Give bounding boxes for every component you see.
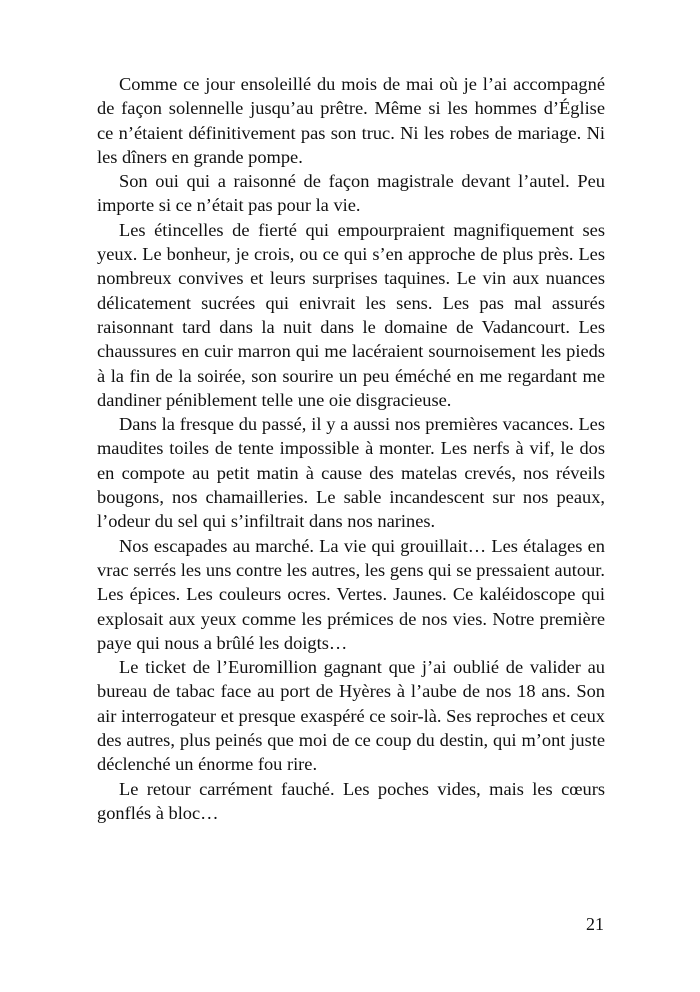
body-text — [97, 72, 605, 825]
paragraph-2: Son oui qui a raisonné de façon magistrale devant l’autel. Peu importe si ce n’était pas pour la vie. — [97, 171, 605, 216]
paragraph-1: Comme ce jour ensoleillé du mois de mai où je l’ai accompagné de façon solennelle jusqu’au prêtre. Même si les hommes d’Église ce n’étaient définitivement pas son truc. Ni les robes de mariage. Ni les dîners en grande pompe. — [97, 74, 605, 167]
paragraph-7: Le retour carrément fauché. Les poches vides, mais les cœurs gonflés à bloc… — [97, 778, 605, 823]
paragraph-6: Le ticket de l’Euromillion gagnant que j’ai oublié de valider au bureau de tabac face au port de Hyères à l’aube de nos 18 ans. Son air interrogateur et presque exaspéré ce soir-là. Ses reproches et ceux des autres, plus peinés que moi de ce coup du destin, qui m’ont juste déclenché un énorme fou rire. — [97, 657, 605, 775]
paragraph-4: Dans la fresque du passé, il y a aussi nos premières vacances. Les maudites toiles de tente impossible à monter. Les nerfs à vif, le dos en compote au petit matin à cause des matelas crevés, nos réveils bougons, nos chamailleries. Le sable incandescent sur nos peaux, l’odeur du sel qui s’infiltrait dans nos narines. — [97, 414, 605, 532]
page-number: 21 — [586, 914, 604, 934]
paragraph-3: Les étincelles de fierté qui empourpraient magnifiquement ses yeux. Le bonheur, je crois, ou ce qui s’en approche de plus près. Les nombreux convives et leurs surprises taquines. Le vin aux nuances délicatement sucrées qui enivrait les sens. Les pas mal assurés raisonnant tard dans la nuit dans le domaine de Vadancourt. Les chaussures en cuir marron qui me lacéraient sournoisement les pieds à la fin de la soirée, son sourire un peu éméché en me regardant me dandiner péniblement telle une oie disgracieuse. — [97, 219, 605, 410]
paragraph-5: Nos escapades au marché. La vie qui grouillait… Les étalages en vrac serrés les uns contre les autres, les gens qui se pressaient autour. Les épices. Les couleurs ocres. Vertes. Jaunes. Ce kaléidoscope qui explosait aux yeux comme les prémices de nos vies. Notre première paye qui nous a brûlé les doigts… — [97, 535, 605, 653]
